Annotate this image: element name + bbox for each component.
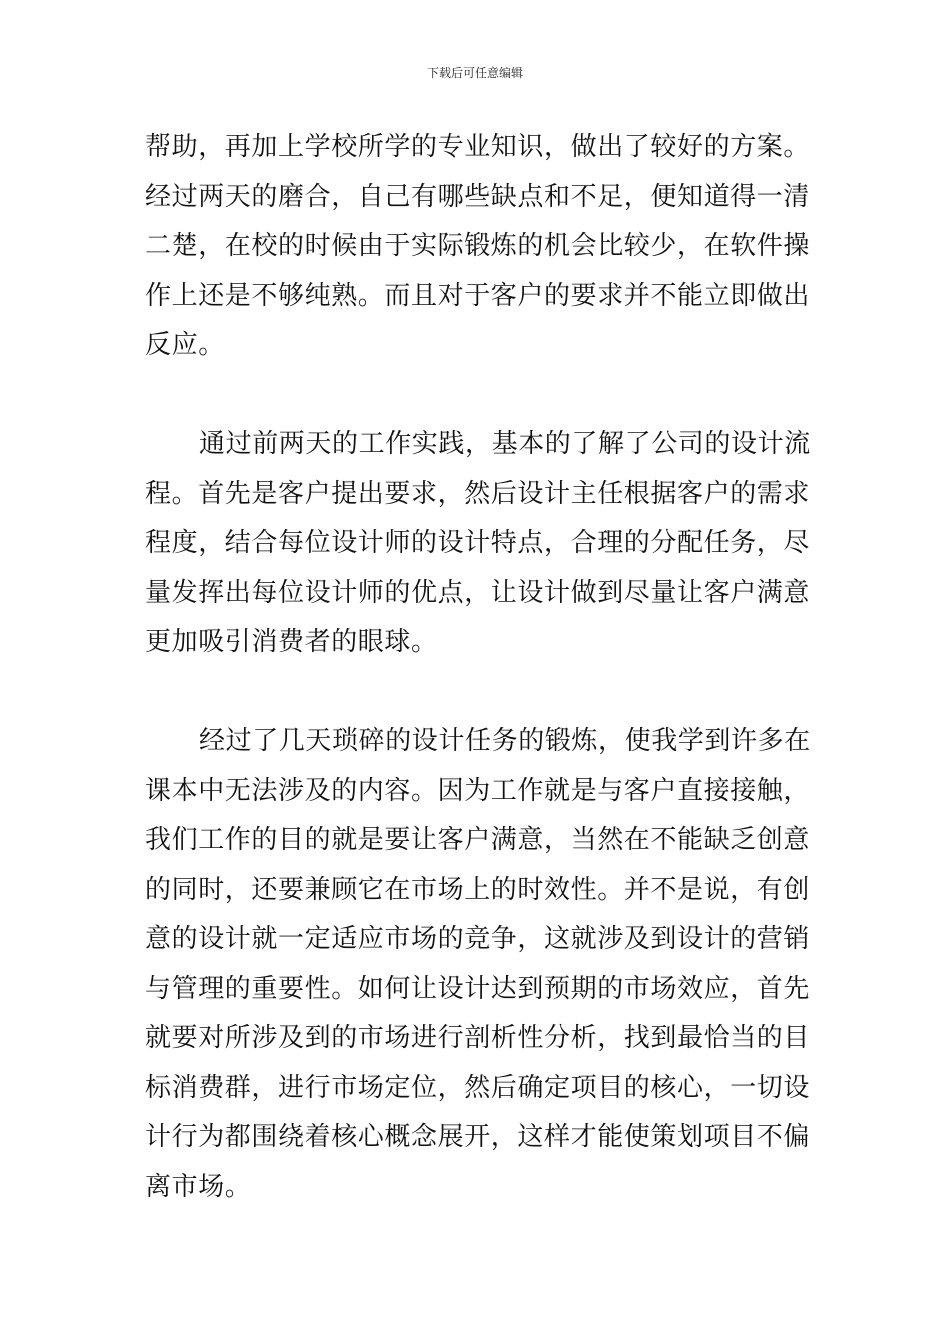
text-line: 的同时，还要兼顾它在市场上的时效性。并不是说，有创 <box>145 874 811 905</box>
text-line: 二楚，在校的时候由于实际锻炼的机会比较少，在软件操 <box>145 231 811 261</box>
text-line: 通过前两天的工作实践，基本的了解了公司的设计流 <box>199 429 811 459</box>
text-line: 意的设计就一定适应市场的竞争，这就涉及到设计的营销 <box>145 924 811 954</box>
text-line: 程度，结合每位设计师的设计特点，合理的分配任务，尽 <box>145 528 811 558</box>
text-line: 与管理的重要性。如何让设计达到预期的市场效应，首先 <box>145 973 811 1004</box>
text-line: 程。首先是客户提出要求，然后设计主任根据客户的需求 <box>145 478 811 509</box>
text-line: 计行为都围绕着核心概念展开，这样才能使策划项目不偏 <box>145 1122 811 1152</box>
text-line: 离市场。 <box>145 1171 252 1202</box>
text-line: 就要对所涉及到的市场进行剖析性分析，找到最恰当的目 <box>145 1023 811 1053</box>
paragraph-1 <box>145 123 811 371</box>
text-line: 标消费群，进行市场定位，然后确定项目的核心，一切设 <box>145 1072 811 1103</box>
text-line: 更加吸引消费者的眼球。 <box>145 627 438 657</box>
paragraph-3 <box>145 717 811 1212</box>
paragraph-2 <box>145 420 811 668</box>
text-line: 帮助，再加上学校所学的专业知识，做出了较好的方案。 <box>145 132 811 162</box>
text-line: 经过了几天琐碎的设计任务的锻炼，使我学到许多在 <box>199 726 811 756</box>
page-header: 下载后可任意编辑 <box>426 66 523 80</box>
paragraph-spacer <box>145 371 807 421</box>
text-line: 经过两天的磨合，自己有哪些缺点和不足，便知道得一清 <box>145 181 811 212</box>
text-line: 量发挥出每位设计师的优点，让设计做到尽量让客户满意 <box>145 577 811 608</box>
text-line: 反应。 <box>145 330 225 360</box>
text-line: 作上还是不够纯熟。而且对于客户的要求并不能立即做出 <box>145 280 811 311</box>
paragraph-spacer <box>145 668 807 718</box>
text-line: 我们工作的目的就是要让客户满意，当然在不能缺乏创意 <box>145 825 811 855</box>
text-line: 课本中无法涉及的内容。因为工作就是与客户直接接触， <box>145 775 811 806</box>
document-body <box>145 123 811 1212</box>
